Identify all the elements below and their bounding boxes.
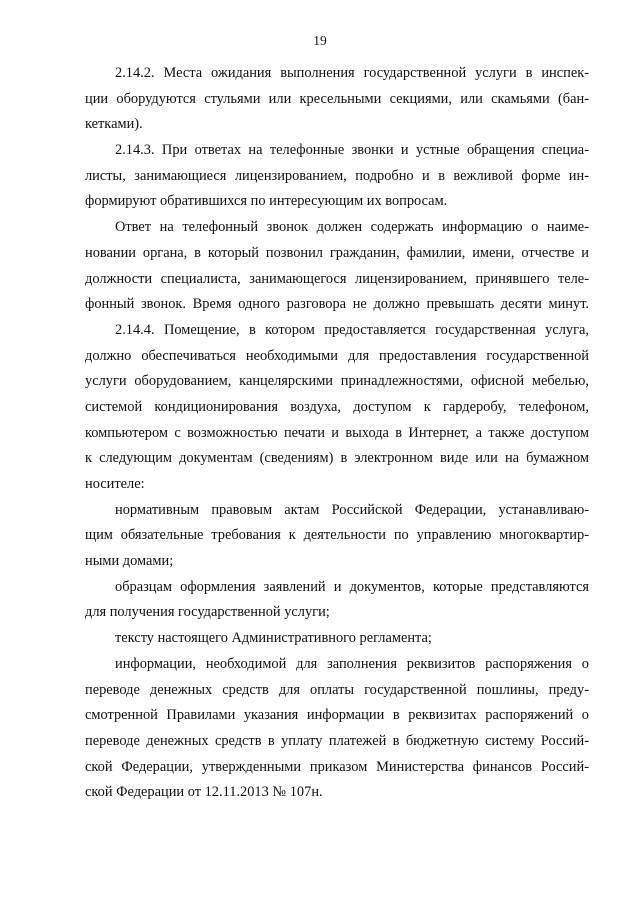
text-line: нормативным правовым актам Российской Федерации, устанавливаю- bbox=[115, 501, 589, 518]
text-line: для получения государственной услуги; bbox=[85, 604, 330, 621]
text-line: услуги оборудованием, канцелярскими принадлежностями, офисной мебелью, bbox=[85, 373, 589, 390]
text-line: образцам оформления заявлений и документов, которые представляются bbox=[115, 578, 589, 595]
page-number: 19 bbox=[313, 33, 327, 48]
text-line: ции оборудуются стульями или кресельными секциями, или скамьями (бан- bbox=[85, 90, 589, 107]
paragraph bbox=[85, 575, 589, 626]
text-line: листы, занимающиеся лицензированием, подробно и в вежливой форме ин- bbox=[85, 167, 589, 184]
text-line: формируют обратившихся по интересующим их вопросам. bbox=[85, 193, 448, 210]
text-line: смотренной Правилами указания информации в реквизитах распоряжений о bbox=[85, 707, 589, 724]
text-line: переводе денежных средств для оплаты государственной пошлины, преду- bbox=[85, 681, 589, 698]
paragraph bbox=[85, 318, 589, 498]
document-body bbox=[85, 61, 589, 806]
text-line: 2.14.3. При ответах на телефонные звонки и устные обращения специа- bbox=[115, 142, 589, 159]
paragraph bbox=[85, 138, 589, 215]
text-line: кетками). bbox=[85, 116, 143, 133]
text-line: ской Федерации, утвержденными приказом Министерства финансов Россий- bbox=[85, 758, 589, 775]
text-line: к следующим документам (сведениям) в электронном виде или на бумажном bbox=[85, 450, 589, 467]
paragraph bbox=[85, 61, 589, 138]
text-line: системой кондиционирования воздуха, доступом к гардеробу, телефоном, bbox=[85, 398, 589, 415]
text-line: носителе: bbox=[85, 476, 145, 492]
text-line: ными домами; bbox=[85, 553, 174, 570]
text-line: информации, необходимой для заполнения реквизитов распоряжения о bbox=[115, 655, 589, 672]
text-line: тексту настоящего Административного регламента; bbox=[115, 630, 432, 647]
paragraph bbox=[115, 626, 589, 652]
text-line: ской Федерации от 12.11.2013 № 107н. bbox=[85, 784, 323, 801]
text-line: должно обеспечиваться необходимыми для предоставления государственной bbox=[85, 347, 589, 364]
paragraph bbox=[85, 215, 589, 318]
text-line: новании органа, в который позвонил гражданин, фамилии, имени, отчестве и bbox=[85, 244, 589, 261]
text-line: компьютером с возможностью печати и выхода в Интернет, а также доступом bbox=[85, 424, 589, 441]
text-line: Ответ на телефонный звонок должен содержать информацию о наиме- bbox=[115, 219, 589, 236]
text-line: щим обязательные требования к деятельности по управлению многоквартир- bbox=[85, 527, 589, 544]
text-line: 2.14.4. Помещение, в котором предоставляется государственная услуга, bbox=[115, 321, 589, 338]
paragraph bbox=[85, 652, 589, 806]
text-line: должности специалиста, занимающегося лицензированием, принявшего теле- bbox=[85, 270, 589, 287]
text-line: 2.14.2. Места ожидания выполнения государственной услуги в инспек- bbox=[115, 65, 589, 81]
text-line: переводе денежных средств в уплату платежей в бюджетную систему Россий- bbox=[85, 732, 589, 749]
paragraph bbox=[85, 498, 589, 575]
text-line: фонный звонок. Время одного разговора не должно превышать десяти минут. bbox=[85, 296, 589, 313]
